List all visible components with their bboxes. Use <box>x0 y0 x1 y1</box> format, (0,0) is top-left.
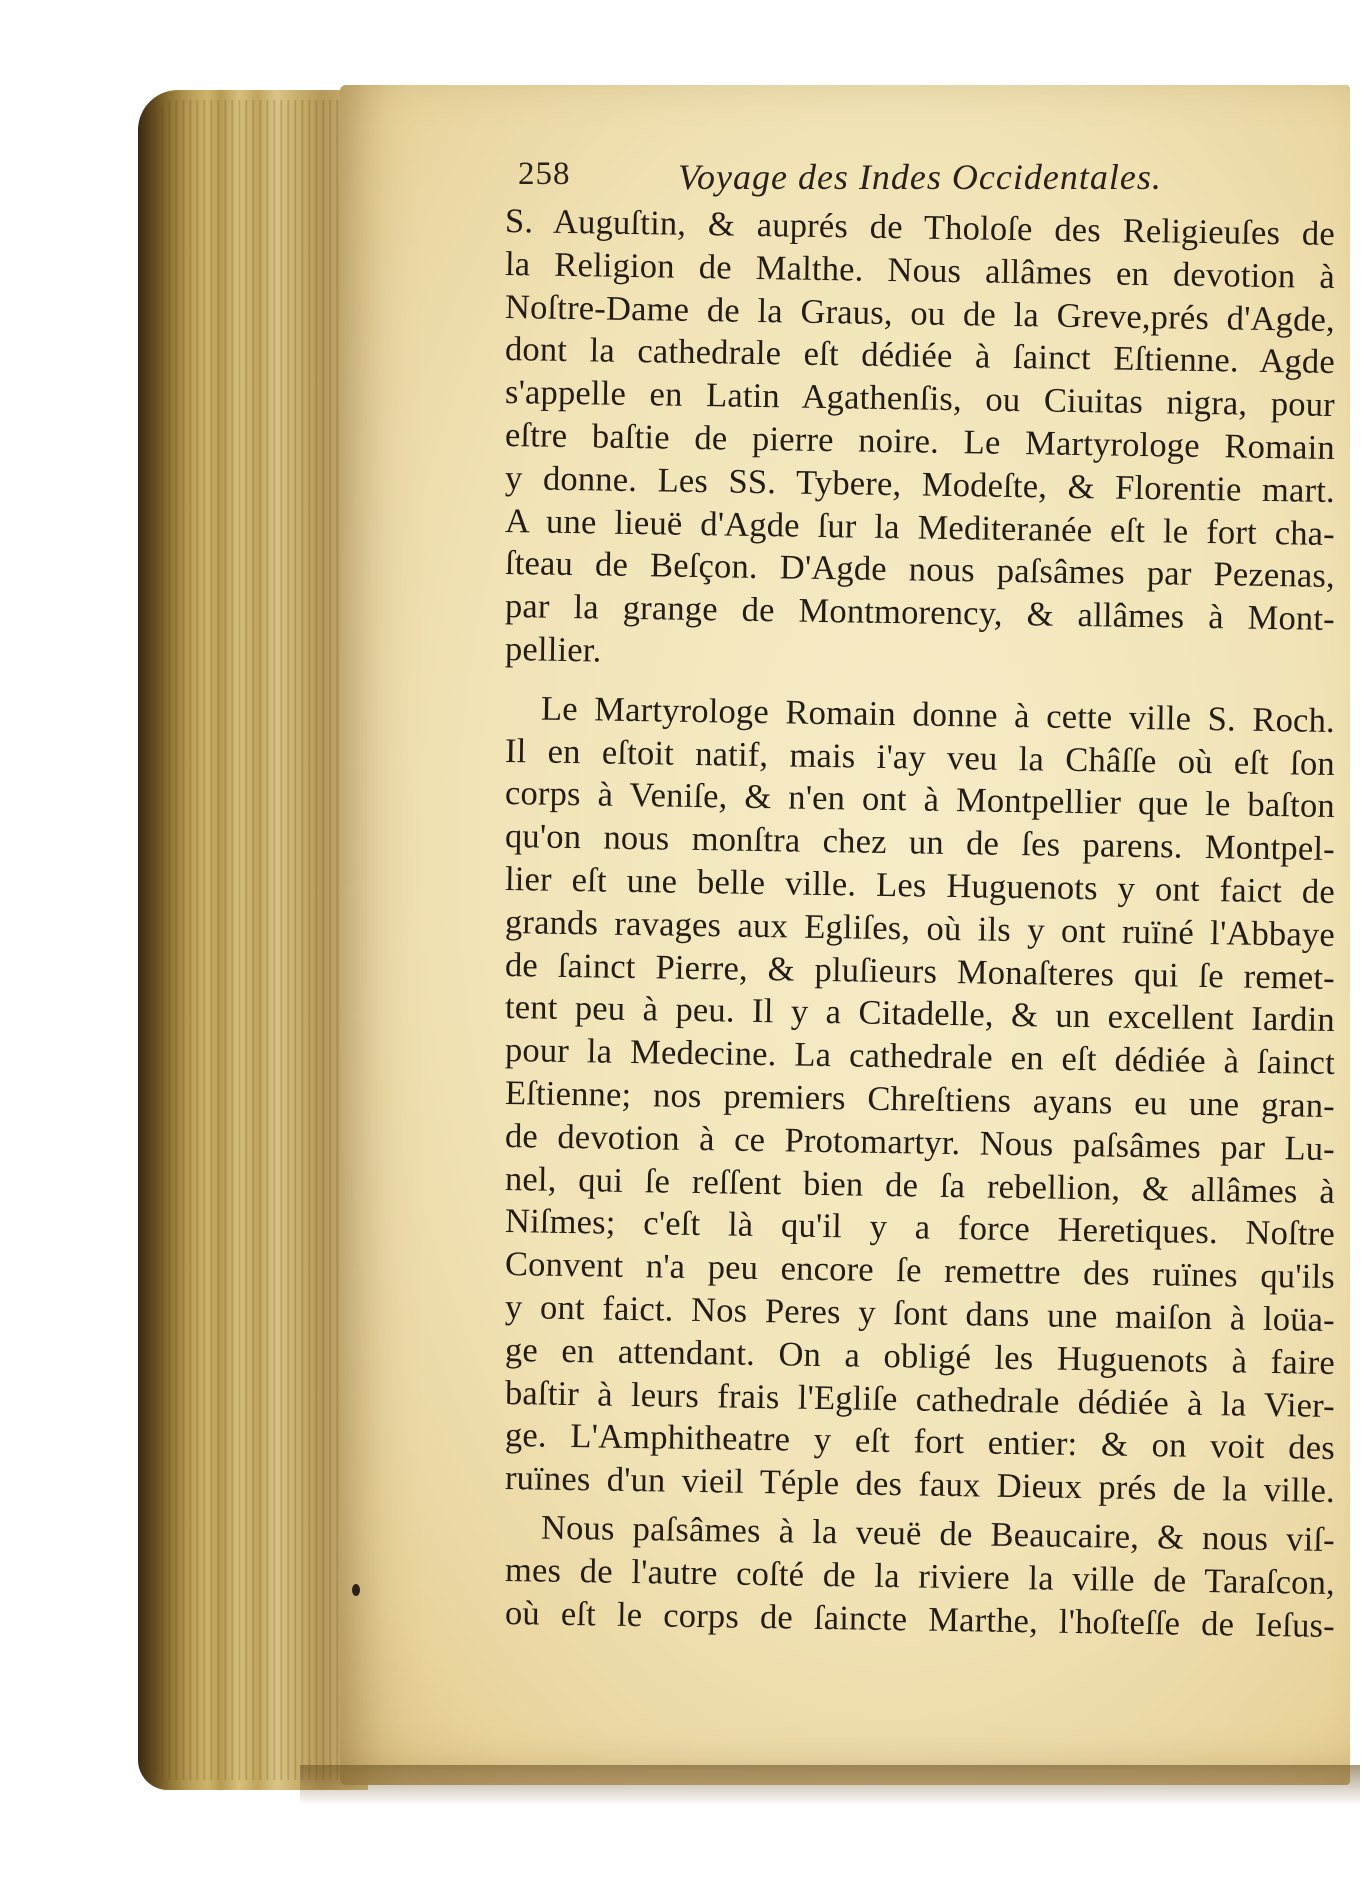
page-bottom-shadow <box>300 1765 1360 1805</box>
text-line: grands ravages aux Egliſes, où ils y ont ruïné l'Abbaye <box>504 902 1336 954</box>
book-page-edge-lines <box>150 100 350 1780</box>
text-line: A une lieuë d'Agde ſur la Mediteranée eſt le fort cha- <box>504 501 1336 553</box>
text-line: s'appelle en Latin Agathenſis, ou Ciuitas nigra, pour <box>504 373 1336 425</box>
text-line: qu'on nous monſtra chez un de ſes parens. Montpel- <box>504 817 1336 869</box>
text-line: Nous paſsâmes à la veuë de Beaucaire, & nous viſ- <box>540 1508 1336 1559</box>
text-line: mes de l'autre coſté de la riviere la ville de Taraſcon, <box>504 1550 1336 1602</box>
ink-mark <box>352 1584 360 1596</box>
text-line: ſteau de Beſçon. D'Agde nous paſsâmes par Pezenas, <box>504 544 1336 596</box>
text-line: où eſt le corps de ſaincte Marthe, l'hoſteſſe de Ieſus- <box>504 1593 1336 1645</box>
text-line: y ont faict. Nos Peres y ſont dans une maiſon à loüa- <box>504 1287 1336 1339</box>
text-line: pellier. <box>504 629 602 670</box>
text-line: y donne. Les SS. Tybere, Modeſte, & Florentie mart. <box>504 458 1336 510</box>
text-line: baſtir à leurs frais l'Egliſe cathedrale dédiée à la Vier- <box>504 1373 1336 1425</box>
text-line: Il en eſtoit natif, mais i'ay veu la Châſſe où eſt ſon <box>504 731 1336 783</box>
text-line: ge. L'Amphitheatre y eſt fort entier: & on voit des <box>504 1416 1336 1468</box>
text-line: la Religion de Malthe. Nous allâmes en devotion à <box>504 244 1336 296</box>
text-line: ruïnes d'un vieil Téple des faux Dieux prés de la ville. <box>504 1459 1336 1511</box>
text-line: de devotion à ce Protomartyr. Nous paſsâmes par Lu- <box>504 1116 1336 1168</box>
text-line: eſtre baſtie de pierre noire. Le Martyrologe Romain <box>504 415 1336 468</box>
text-line: Le Martyrologe Romain donne à cette ville S. Roch. <box>540 689 1336 740</box>
text-line: ge en attendant. On a obligé les Huguenots à faire <box>504 1330 1336 1382</box>
page-number: 258 <box>518 156 571 192</box>
text-line: tent peu à peu. Il y a Citadelle, & un excellent Iardin <box>504 988 1336 1040</box>
text-line: nel, qui ſe reſſent bien de ſa rebellion, & allâmes à <box>504 1159 1336 1211</box>
body-text <box>504 200 1336 1645</box>
text-line: Noſtre-Dame de la Graus, ou de la Greve,prés d'Agde, <box>504 287 1336 339</box>
text-line: S. Auguſtin, & auprés de Tholoſe des Religieuſes de <box>504 202 1336 254</box>
text-line: par la grange de Montmorency, & allâmes à Mont- <box>504 587 1336 639</box>
page-header <box>518 156 1258 204</box>
text-line: Convent n'a peu encore ſe remettre des ruïnes qu'ils <box>504 1245 1336 1297</box>
text-line: Niſmes; c'eſt là qu'il y a force Heretiques. Noſtre <box>504 1202 1336 1254</box>
text-line: de ſainct Pierre, & pluſieurs Monaſteres qui ſe remet- <box>504 945 1336 997</box>
text-line: lier eſt une belle ville. Les Huguenots y ont faict de <box>504 859 1336 911</box>
text-line: pour la Medecine. La cathedrale en eſt dédiée à ſainct <box>504 1031 1336 1083</box>
text-line: Eſtienne; nos premiers Chreſtiens ayans eu une gran- <box>504 1073 1336 1125</box>
text-line: corps à Veniſe, & n'en ont à Montpellier que le baſton <box>504 774 1336 826</box>
running-title: Voyage des Indes Occidentales. <box>678 157 1162 197</box>
text-line: dont la cathedrale eſt dédiée à ſainct Eſtienne. Agde <box>504 330 1336 382</box>
